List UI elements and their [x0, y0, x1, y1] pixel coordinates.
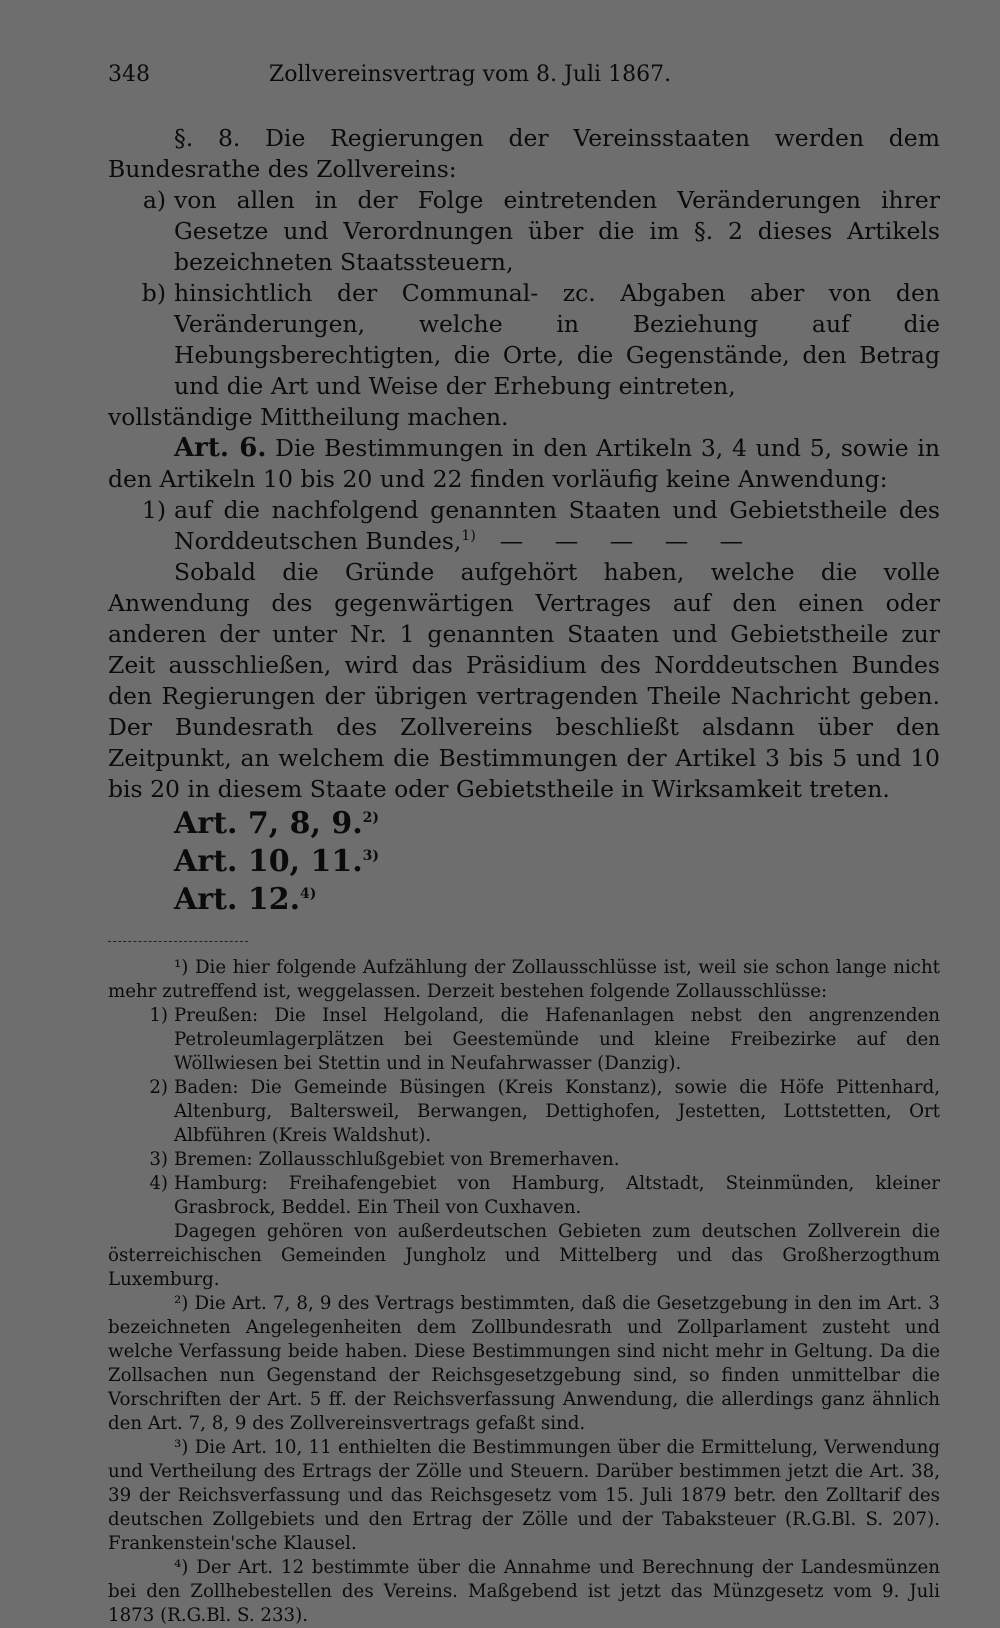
item-text: von allen in der Folge eintretenden Veränderungen ihrer Gesetze und Verordnungen über die im §. 2 dieses Artikels bezeichneten Staatssteuern, [174, 186, 940, 276]
article-heading: Art. 6. [174, 433, 267, 463]
footnote-list-item [108, 1148, 940, 1172]
article-heading: Art. 7, 8, 9. [174, 806, 363, 841]
footnote-list-item [108, 1172, 940, 1220]
item-label: 1) [141, 496, 166, 524]
footnote-ref: 2) [362, 810, 380, 826]
item-text: Baden: Die Gemeinde Büsingen (Kreis Konstanz), sowie die Höfe Pittenhard, Altenburg, Baltersweil, Berwangen, Dettighofen, Jestetten, Lottstetten, Ort Albführen (Kreis Waldshut). [174, 1077, 940, 1146]
article-7-8-9 [174, 805, 940, 843]
item-label: 4) [149, 1173, 168, 1194]
footnote-ref: 3) [362, 848, 380, 864]
article-12 [174, 881, 940, 919]
footnote-text: Die Art. 10, 11 enthielten die Bestimmungen über die Ermittelung, Verwendung und Vertheilung des Ertrags der Zölle und Steuern. Darüber bestimmen jetzt die Art. 38, 39 der Reichsverfassung und das Reichsgesetz vom 15. Juli 1879 betr. den Zolltarif des deutschen Zollgebiets und den Ertrag der Zölle und der Tabaksteuer (R.G.Bl. S. 207). Frankenstein'sche Klausel. [108, 1437, 940, 1554]
footnote-mark: ²) [174, 1293, 189, 1314]
article-6 [108, 433, 940, 495]
list-item-1 [108, 495, 940, 557]
article-heading: Art. 12. [174, 882, 301, 917]
footnote-mark: ¹) [174, 957, 189, 978]
footnote-mark: ⁴) [174, 1557, 189, 1578]
paragraph-continuation: vollständige Mittheilung machen. [108, 403, 509, 431]
list-item-a [108, 185, 940, 278]
item-label: a) [142, 186, 166, 214]
item-text: Hamburg: Freihafengebiet von Hamburg, Altstadt, Steinmünden, kleiner Grasbrock, Beddel. Ein Theil von Cuxhaven. [174, 1173, 940, 1218]
footnote-4 [108, 1556, 940, 1628]
item-label: 2) [149, 1077, 168, 1098]
item-text [174, 495, 940, 557]
item-label: b) [141, 279, 166, 307]
footnote-1 [108, 956, 940, 1004]
footnote-ref: 1) [461, 528, 476, 545]
footnote-3 [108, 1436, 940, 1556]
item-text: Bremen: Zollausschlußgebiet von Bremerhaven. [174, 1149, 620, 1170]
item-label: 3) [149, 1149, 168, 1170]
main-text [108, 123, 940, 919]
footnote-2 [108, 1292, 940, 1436]
footnote-list-item [108, 1004, 940, 1076]
page-number: 348 [108, 62, 150, 87]
footnote-divider [108, 941, 248, 942]
dash-placeholder: — — — — — [499, 527, 756, 555]
running-head [108, 62, 940, 87]
article-text: Die Bestimmungen in den Artikeln 3, 4 und 5, sowie in den Artikeln 10 bis 20 und 22 finden vorläufig keine Anwendung: [108, 434, 940, 493]
footnote-1-dagegen: Dagegen gehören von außerdeutschen Gebieten zum deutschen Zollverein die österreichischen Gemeinden Jungholz und Mittelberg und das Großherzogthum Luxemburg. [108, 1221, 940, 1290]
footnote-list-item [108, 1076, 940, 1148]
item-text: Preußen: Die Insel Helgoland, die Hafenanlagen nebst den angrenzenden Petroleumlagerplätzen bei Geestemünde und kleine Freibezirke auf den Wöllwiesen bei Stettin und in Neufahrwasser (Danzig). [174, 1005, 940, 1074]
article-heading: Art. 10, 11. [174, 844, 363, 879]
footnotes [108, 956, 940, 1628]
list-item-b [108, 278, 940, 402]
running-title: Zollvereinsvertrag vom 8. Juli 1867. [268, 62, 672, 87]
item-text: hinsichtlich der Communal- zc. Abgaben aber von den Veränderungen, welche in Beziehung auf die Hebungsberechtigten, die Orte, die Gegenstände, den Betrag und die Art und Weise der Erhebung eintreten, [174, 279, 940, 400]
paragraph-sobald: Sobald die Gründe aufgehört haben, welche die volle Anwendung des gegenwärtigen Vertrages auf den einen oder anderen der unter Nr. 1 genannten Staaten und Gebietstheile zur Zeit ausschließen, wird das Präsidium des Norddeutschen Bundes den Regierungen der übrigen vertragenden Theile Nachricht geben. Der Bundesrath des Zollvereins beschließt alsdann über den Zeitpunkt, an welchem die Bestimmungen der Artikel 3 bis 5 und 10 bis 20 in diesem Staate oder Gebietstheile in Wirksamkeit treten. [108, 558, 940, 803]
footnote-ref: 4) [300, 886, 317, 902]
item-body: auf die nachfolgend genannten Staaten und Gebietstheile des Norddeutschen Bundes, [174, 496, 940, 555]
article-10-11 [174, 843, 940, 881]
footnote-text: Der Art. 12 bestimmte über die Annahme und Berechnung der Landesmünzen bei den Zollhebestellen des Vereins. Maßgebend ist jetzt das Münzgesetz vom 9. Juli 1873 (R.G.Bl. S. 233). [108, 1557, 940, 1626]
footnote-text: Die hier folgende Aufzählung der Zollausschlüsse ist, weil sie schon lange nicht mehr zutreffend ist, weggelassen. Derzeit bestehen folgende Zollausschlüsse: [108, 957, 940, 1002]
item-label: 1) [149, 1005, 168, 1026]
paragraph-s8: §. 8. Die Regierungen der Vereinsstaaten werden dem Bundesrathe des Zollvereins: [108, 124, 940, 183]
footnote-mark: ³) [174, 1437, 189, 1458]
footnote-text: Die Art. 7, 8, 9 des Vertrags bestimmten, daß die Gesetzgebung in den im Art. 3 bezeichneten Angelegenheiten dem Zollbundesrath und Zollparlament zusteht und welche Verfassung beide haben. Diese Bestimmungen sind nicht mehr in Geltung. Da die Zollsachen nun Gegenstand der Reichsgesetzgebung sind, so finden unmittelbar die Vorschriften der Art. 5 ff. der Reichsverfassung Anwendung, die allerdings ganz ähnlich den Art. 7, 8, 9 des Zollvereinsvertrags gefaßt sind. [108, 1293, 940, 1434]
